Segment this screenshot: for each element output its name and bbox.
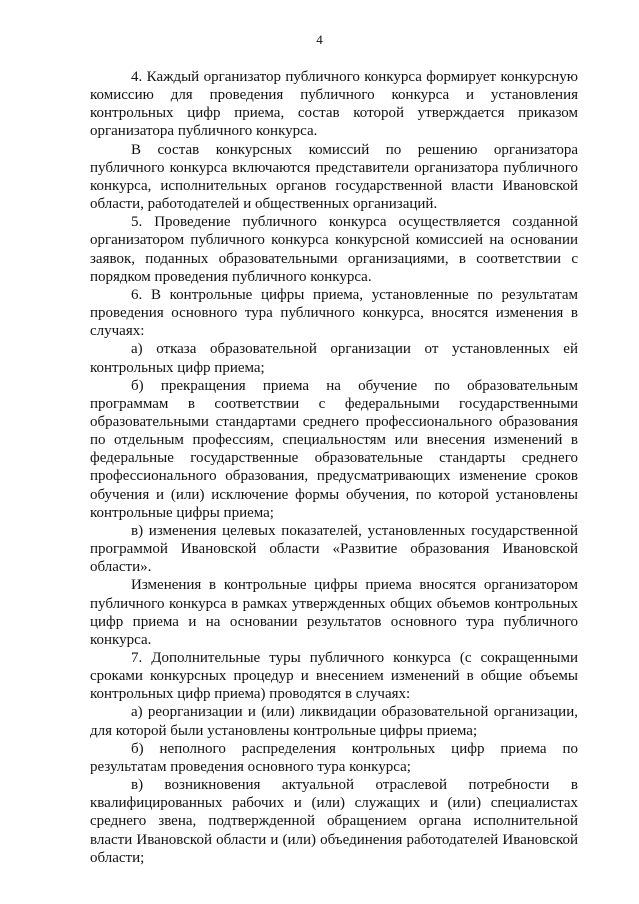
paragraph-6-item-b: б) прекращения приема на обучение по образовательным программам в соответствии с федеральными государственными образовательными стандартами среднего профессионального образования по отдельным профессиям, специальностям или внесения изменений в федеральные государственные образовательные стандарты среднего профессионального образования, предусматривающих изменение сроков обучения и (или) исключение формы обучения, по которой установлены контрольные цифры приема; — [90, 377, 578, 521]
paragraph-4: 4. Каждый организатор публичного конкурса формирует конкурсную комиссию для проведения публичного конкурса и установления контрольных цифр приема, состав которой утверждается приказом организатора публичного конкурса. — [90, 69, 578, 140]
paragraph-7-item-v: в) возникновения актуальной отраслевой потребности в квалифицированных рабочих и (или) служащих и (или) специалистах среднего звена, подтвержденной обращением органа исполнительной власти Ивановской области и (или) объединения работодателей Ивановской области; — [90, 777, 578, 866]
paragraph-commission-composition: В состав конкурсных комиссий по решению организатора публичного конкурса включаются представители организатора публичного конкурса, исполнительных органов государственной власти Ивановской области, работодателей и общественных организаций. — [90, 141, 578, 213]
page-number: 4 — [316, 32, 323, 47]
paragraph-5: 5. Проведение публичного конкурса осуществляется созданной организатором публичного конкурса конкурсной комиссией на основании заявок, поданных образовательными организациями, в соответствии с порядком проведения публичного конкурса. — [90, 214, 578, 285]
paragraph-6: 6. В контрольные цифры приема, установленные по результатам проведения основного тура публичного конкурса, вносятся изменения в случаях: — [90, 286, 578, 340]
paragraph-7-item-a: а) реорганизации и (или) ликвидации образовательной организации, для которой были установлены контрольные цифры приема; — [90, 704, 578, 739]
document-body — [90, 68, 578, 867]
paragraph-changes: Изменения в контрольные цифры приема вносятся организатором публичного конкурса в рамках утвержденных общих объемов контрольных цифр приема и на основании результатов основного тура публичного конкурса. — [90, 577, 578, 648]
paragraph-6-item-a: а) отказа образовательной организации от установленных ей контрольных цифр приема; — [90, 341, 578, 376]
paragraph-7: 7. Дополнительные туры публичного конкурса (с сокращенными сроками конкурсных процедур и внесением изменений в общие объемы контрольных цифр приема) проводятся в случаях: — [90, 650, 578, 703]
paragraph-6-item-v: в) изменения целевых показателей, установленных государственной программой Ивановской области «Развитие образования Ивановской области». — [90, 522, 578, 576]
paragraph-7-item-b: б) неполного распределения контрольных цифр приема по результатам проведения основного тура конкурса; — [90, 740, 578, 775]
